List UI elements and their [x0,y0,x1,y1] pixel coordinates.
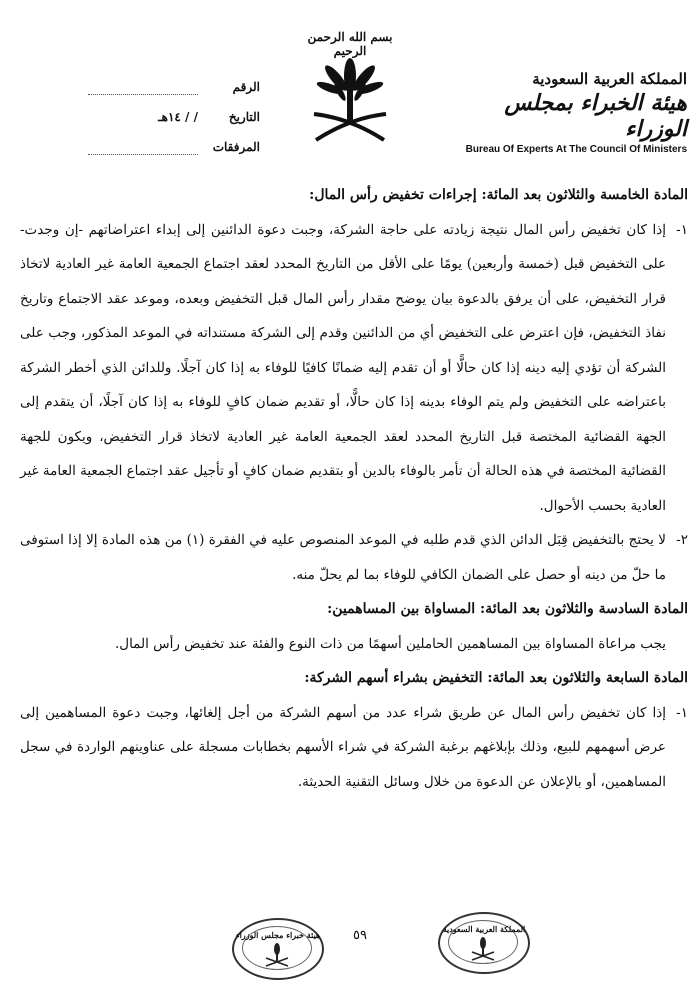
paragraph-number: ١- [676,221,688,238]
paragraph-text: لا يحتج بالتخفيض قِبَل الدائن الذي قدم طلبه في الموعد المنصوص عليه في الفقرة (١) من هذه المادة إلا إذا استوفى ما حلّ من دينه أو حصل على الضمان الكافي للوفاء بما لم يحلّ منه. [20,532,666,583]
organization-header [462,70,687,155]
article-137-heading: المادة السابعة والثلاثون بعد المائة: التخفيض بشراء أسهم الشركة: [304,670,688,686]
palm-swords-icon [470,936,496,962]
date-value: / / ١٤هـ [158,110,198,124]
article-136-heading: المادة السادسة والثلاثون بعد المائة: المساواة بين المساهمين: [327,601,688,617]
date-label: التاريخ [228,110,260,124]
article-137-paragraph-1 [20,696,688,800]
attachments-field [88,140,198,155]
number-field [88,80,198,95]
article-135-paragraph-2 [20,523,688,592]
document-body [20,178,688,799]
basmala: بسم الله الرحمن الرحيم [307,30,393,58]
page-number: ٥٩ [353,928,367,943]
paragraph-number: ٢- [676,532,688,548]
date-row [60,102,260,132]
palm-swords-icon [310,48,390,148]
kingdom-name: المملكة العربية السعودية [532,70,687,88]
attachments-label: المرفقات [212,140,260,154]
number-label: الرقم [232,80,260,94]
paragraph-text: إذا كان تخفيض رأس المال عن طريق شراء عدد من أسهم الشركة من أجل إلغائها، وجبت دعوة المساهمين إلى عرض أسهمهم للبيع، وذلك بإبلاغهم برغبة الشركة في شراء الأسهم بخطابات مسجلة على عناوينهم الواردة في سجل المساهمين، أو بالإعلان عن الدعوة من خلال وسائل التقنية الحديثة. [20,704,666,790]
official-seal-left [232,918,324,980]
seal-text: المملكة العربية السعودية [442,924,526,934]
article-135-paragraph-1 [20,213,688,524]
palm-swords-icon [264,942,290,968]
official-seal-right [438,912,530,974]
paragraph-number: ١- [676,704,688,721]
paragraph-text: يجب مراعاة المساواة بين المساهمين الحاملين أسهمًا من ذات النوع والفئة عند تخفيض رأس المال. [114,635,666,652]
paragraph-text: إذا كان تخفيض رأس المال نتيجة زيادته على حاجة الشركة، وجبت دعوة الدائنين إلى إبداء اعتراضاتهم -إن وجدت- على التخفيض قبل (خمسة وأربعين) يومًا على الأقل من التاريخ المحدد لعقد اجتماع الجمعية العامة غير العادية لاتخاذ قرار التخفيض، على أن يرفق بالدعوة بيان يوضح مقدار رأس المال قبل التخفيض وبعده، وموعد عقد الاجتماع وتاريخ نفاذ التخفيض، فإن اعترض على التخفيض أي من الدائنين وقدم إلى الشركة مستنداته في الموعد المذكور، وجب على الشركة أن تؤدي إليه دينه إذا كان حالًّا أو أن تقدم إليه ضمانًا كافيًا للوفاء به إذا كان آجلًا. وللدائن الذي أخطر الشركة باعتراضه على التخفيض ولم يتم الوفاء بدينه إذا كان حالًّا، أو تقديم ضمان كافٍ للوفاء به إذا كان آجلًا، أن يتقدم إلى الجهة القضائية المختصة قبل التاريخ المحدد لعقد الجمعية العامة غير العادية لاتخاذ قرار التخفيض، ويكون للجهة القضائية المختصة في هذه الحالة أن تأمر بالوفاء بالدين أو بتقديم ضمان كافٍ أو تأجيل عقد اجتماع الجمعية العامة غير العادية بحسب الأحوال. [20,221,666,514]
article-136-paragraph [20,627,688,662]
attachments-row [60,132,260,162]
bureau-name-english: Bureau Of Experts At The Council Of Ministers [465,144,687,155]
article-135-heading: المادة الخامسة والثلاثون بعد المائة: إجراءات تخفيض رأس المال: [309,187,688,203]
national-emblem [300,30,400,150]
seal-text: هيئة خبراء مجلس الوزراء [235,930,321,940]
number-row [60,72,260,102]
letter-meta [60,72,260,162]
bureau-name-arabic: هيئة الخبراء بمجلس الوزراء [504,90,687,142]
